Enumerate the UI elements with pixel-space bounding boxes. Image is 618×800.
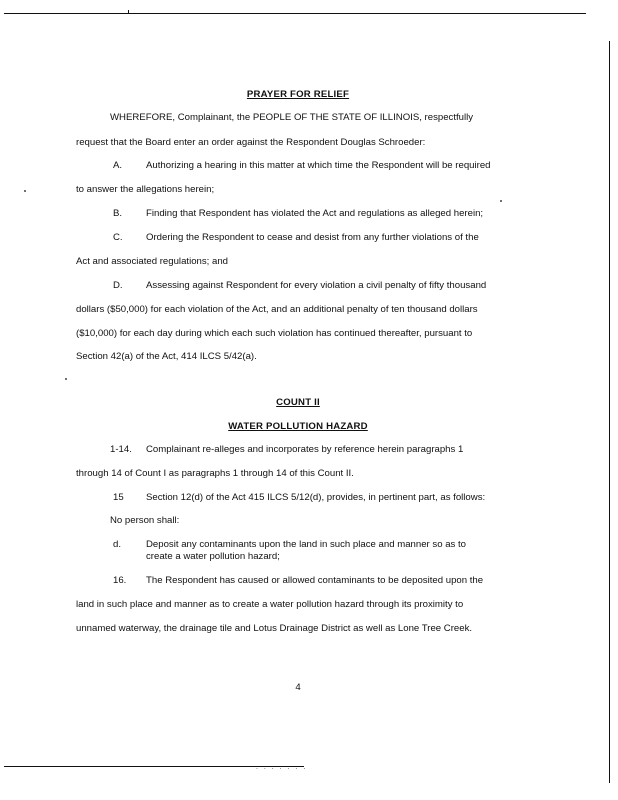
scan-speck — [65, 378, 67, 380]
prayer-item-c-letter: C. — [113, 232, 123, 243]
count-subheading: WATER POLLUTION HAZARD — [228, 421, 368, 432]
count-heading: COUNT II — [276, 397, 320, 408]
page-number: 4 — [295, 682, 301, 693]
prayer-heading: PRAYER FOR RELIEF — [246, 89, 350, 100]
para-15-number: 15 — [113, 492, 124, 503]
prayer-item-d-line-4: Section 42(a) of the Act, 414 ILCS 5/42(a). — [76, 351, 257, 362]
prayer-intro-line-2: request that the Board enter an order against the Respondent Douglas Schroeder: — [76, 137, 426, 148]
prayer-item-b-letter: B. — [113, 208, 123, 219]
prayer-item-d-line-2: dollars ($50,000) for each violation of the Act, and an additional penalty of ten thousand dollars — [76, 304, 478, 315]
para-15-text: Section 12(d) of the Act 415 ILCS 5/12(d), provides, in pertinent part, as follows: — [146, 492, 486, 503]
footer-dots: . . . . . . . — [256, 764, 308, 771]
scan-tick-mark — [128, 10, 135, 14]
scan-border-right — [609, 41, 610, 783]
para-16-line-3: unnamed waterway, the drainage tile and Lotus Drainage District as well as Lone Tree Creek. — [76, 623, 473, 634]
prayer-item-c-line-1: Ordering the Respondent to cease and desist from any further violations of the — [146, 232, 479, 243]
prayer-item-a-line-1: Authorizing a hearing in this matter at which time the Respondent will be required — [146, 160, 491, 171]
prayer-item-d-line-1: Assessing against Respondent for every violation a civil penalty of fifty thousand — [146, 280, 487, 291]
para-1-14-line-2: through 14 of Count I as paragraphs 1 through 14 of this Count II. — [76, 468, 354, 479]
scan-speck — [500, 200, 502, 202]
para-1-14-line-1: Complainant re-alleges and incorporates by reference herein paragraphs 1 — [146, 444, 464, 455]
prayer-item-b-line-1: Finding that Respondent has violated the Act and regulations as alleged herein; — [146, 208, 484, 219]
prayer-item-a-line-2: to answer the allegations herein; — [76, 184, 215, 195]
prayer-intro-line-1: WHEREFORE, Complainant, the PEOPLE OF THE STATE OF ILLINOIS, respectfully — [110, 112, 474, 123]
quote-line-1: Deposit any contaminants upon the land in such place and manner so as to — [146, 539, 466, 550]
para-16-line-2: land in such place and manner as to create a water pollution hazard through its proximity to — [76, 599, 464, 610]
no-person-shall: No person shall: — [110, 515, 180, 526]
para-16-line-1: The Respondent has caused or allowed contaminants to be deposited upon the — [146, 575, 484, 586]
prayer-item-d-line-3: ($10,000) for each day during which each such violation has continued thereafter, pursuant to — [76, 328, 473, 339]
para-1-14-number: 1-14. — [110, 444, 132, 455]
quote-letter: d. — [113, 539, 122, 550]
quote-line-2: create a water pollution hazard; — [146, 551, 280, 562]
scan-speck — [24, 190, 26, 192]
para-16-number: 16. — [113, 575, 127, 586]
prayer-item-d-letter: D. — [113, 280, 123, 291]
scan-border-top — [4, 13, 586, 14]
prayer-item-a-letter: A. — [113, 160, 123, 171]
prayer-item-c-line-2: Act and associated regulations; and — [76, 256, 229, 267]
